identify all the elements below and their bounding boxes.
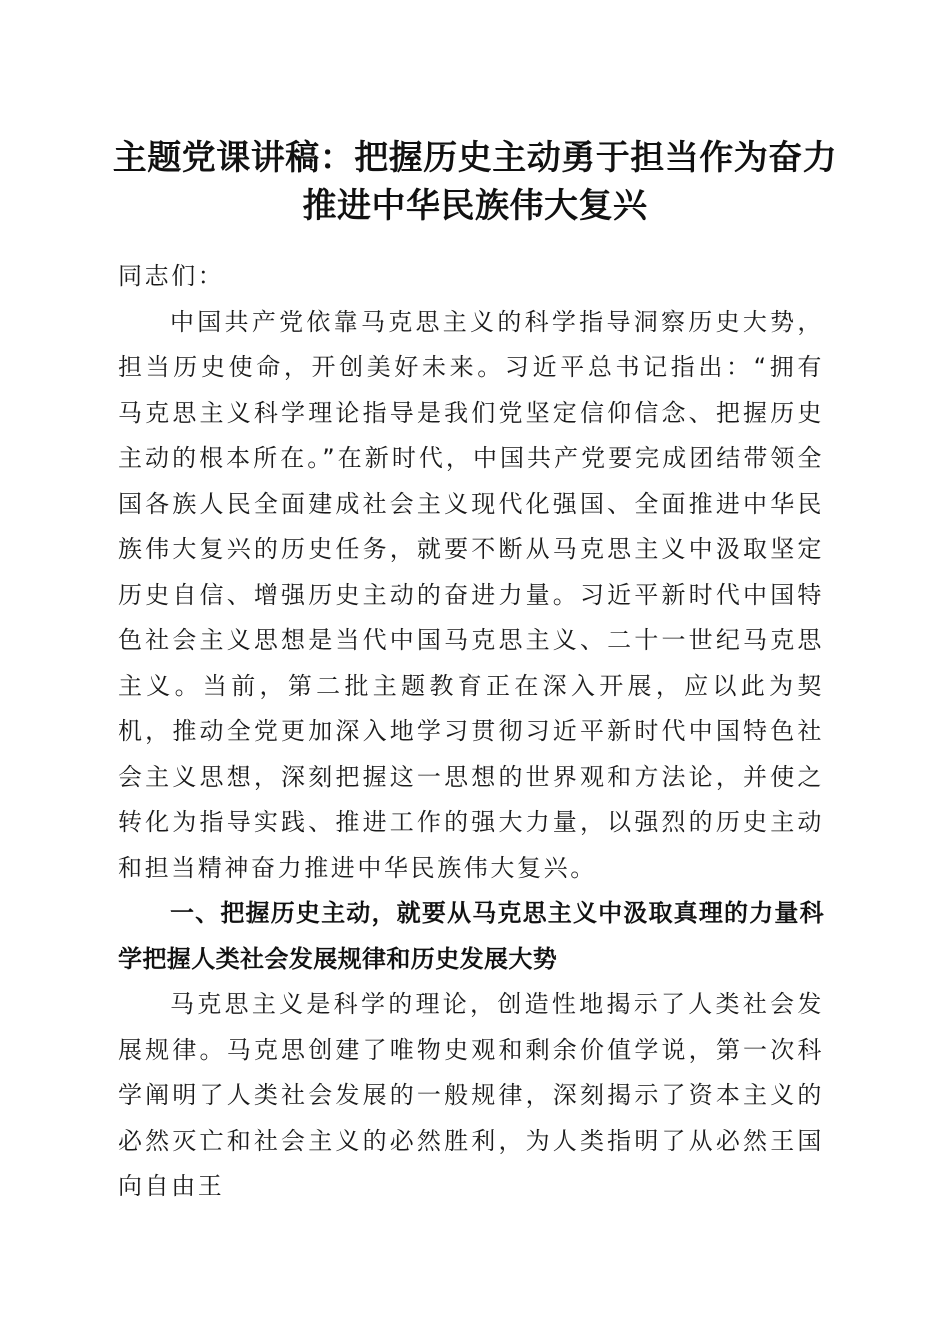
document-body — [118, 254, 824, 1210]
intro-paragraph: 中国共产党依靠马克思主义的科学指导洞察历史大势，担当历史使命，开创美好未来。习近平总书记指出：“拥有马克思主义科学理论指导是我们党坚定信仰信念、把握历史主动的根本所在。”在新时代，中国共产党要完成团结带领全国各族人民全面建成社会主义现代化强国、全面推进中华民族伟大复兴的历史任务，就要不断从马克思主义中汲取坚定历史自信、增强历史主动的奋进力量。习近平新时代中国特色社会主义思想是当代中国马克思主义、二十一世纪马克思主义。当前，第二批主题教育正在深入开展，应以此为契机，推动全党更加深入地学习贯彻习近平新时代中国特色社会主义思想，深刻把握这一思想的世界观和方法论，并使之转化为指导实践、推进工作的强大力量，以强烈的历史主动和担当精神奋力推进中华民族伟大复兴。 — [118, 307, 824, 882]
section-paragraph: 马克思主义是科学的理论，创造性地揭示了人类社会发展规律。马克思创建了唯物史观和剩余价值学说，第一次科学阐明了人类社会发展的一般规律，深刻揭示了资本主义的必然灭亡和社会主义的必然胜利，为人类指明了从必然王国向自由王 — [118, 990, 824, 1200]
salutation: 同志们： — [118, 262, 225, 290]
section-heading: 一、把握历史主动，就要从马克思主义中汲取真理的力量科学把握人类社会发展规律和历史发展大势 — [118, 899, 824, 973]
document-title: 主题党课讲稿：把握历史主动勇于担当作为奋力推进中华民族伟大复兴 — [112, 138, 838, 226]
